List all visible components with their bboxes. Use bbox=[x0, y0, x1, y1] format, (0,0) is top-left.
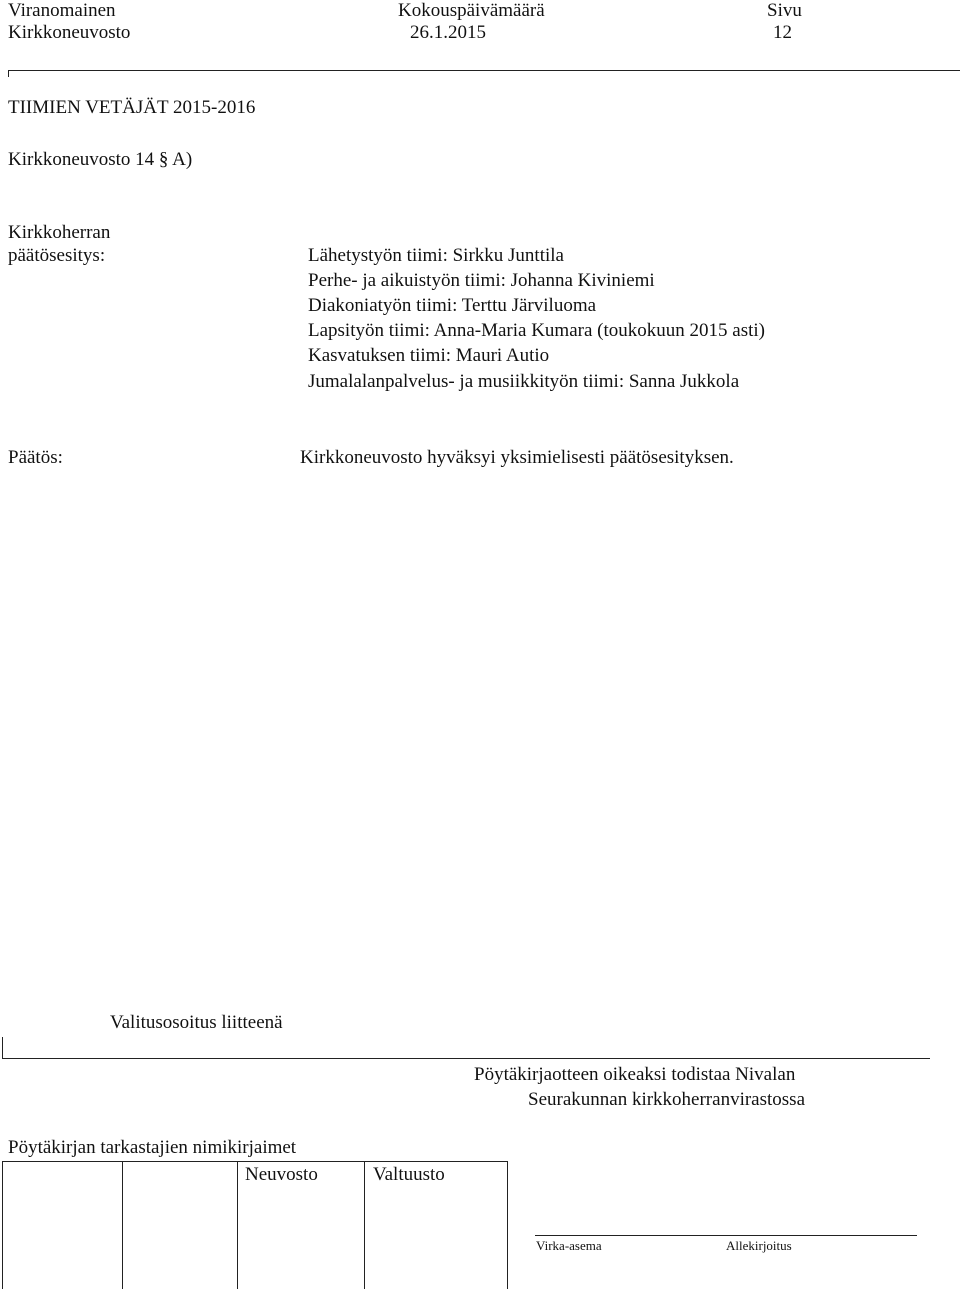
initials-table-top bbox=[2, 1161, 508, 1162]
header-date-label: Kokouspäivämäärä bbox=[398, 0, 545, 21]
decision-text: Kirkkoneuvosto hyväksyi yksimielisesti päätösesityksen. bbox=[300, 447, 734, 468]
header-page-label: Sivu bbox=[767, 0, 802, 21]
footer-rule bbox=[2, 1058, 930, 1059]
footer-rule-left-tick bbox=[2, 1037, 3, 1059]
signature-position-label: Virka-asema bbox=[536, 1238, 602, 1253]
header-rule bbox=[8, 70, 960, 71]
header-rule-left-tick bbox=[8, 70, 9, 77]
proposal-item: Kasvatuksen tiimi: Mauri Autio bbox=[308, 345, 550, 366]
header-date-value: 26.1.2015 bbox=[410, 22, 486, 43]
proposal-item: Lapsityön tiimi: Anna-Maria Kumara (toukokuun 2015 asti) bbox=[308, 320, 765, 341]
proposal-label-line1: Kirkkoherran bbox=[8, 222, 111, 243]
certify-line1: Pöytäkirjaotteen oikeaksi todistaa Nivalan bbox=[474, 1064, 796, 1085]
proposal-item: Lähetystyön tiimi: Sirkku Junttila bbox=[308, 245, 564, 266]
signature-signature-label: Allekirjoitus bbox=[726, 1238, 792, 1253]
proposal-item: Perhe- ja aikuistyön tiimi: Johanna Kiviniemi bbox=[308, 270, 655, 291]
appeal-note: Valitusosoitus liitteenä bbox=[110, 1012, 283, 1033]
initials-col-valtuusto: Valtuusto bbox=[373, 1164, 445, 1185]
decision-label: Päätös: bbox=[8, 447, 63, 468]
header-page-value: 12 bbox=[773, 22, 792, 43]
proposal-label-line2: päätösesitys: bbox=[8, 245, 106, 266]
initials-table-col bbox=[507, 1161, 508, 1289]
section-reference: Kirkkoneuvosto 14 § A) bbox=[8, 149, 193, 170]
initials-col-neuvosto: Neuvosto bbox=[245, 1164, 318, 1185]
initials-table-col bbox=[237, 1161, 238, 1289]
initials-label: Pöytäkirjan tarkastajien nimikirjaimet bbox=[8, 1137, 297, 1158]
initials-table-col bbox=[122, 1161, 123, 1289]
header-authority-label: Viranomainen bbox=[8, 0, 116, 21]
initials-table-col bbox=[364, 1161, 365, 1289]
header-authority-value: Kirkkoneuvosto bbox=[8, 22, 131, 43]
section-title: TIIMIEN VETÄJÄT 2015-2016 bbox=[8, 97, 256, 118]
initials-table-col bbox=[2, 1161, 3, 1289]
proposal-item: Diakoniatyön tiimi: Terttu Järviluoma bbox=[308, 295, 597, 316]
proposal-item: Jumalalanpalvelus- ja musiikkityön tiimi: Sanna Jukkola bbox=[308, 371, 740, 392]
signature-line bbox=[535, 1235, 917, 1236]
certify-line2: Seurakunnan kirkkoherranvirastossa bbox=[528, 1089, 806, 1110]
